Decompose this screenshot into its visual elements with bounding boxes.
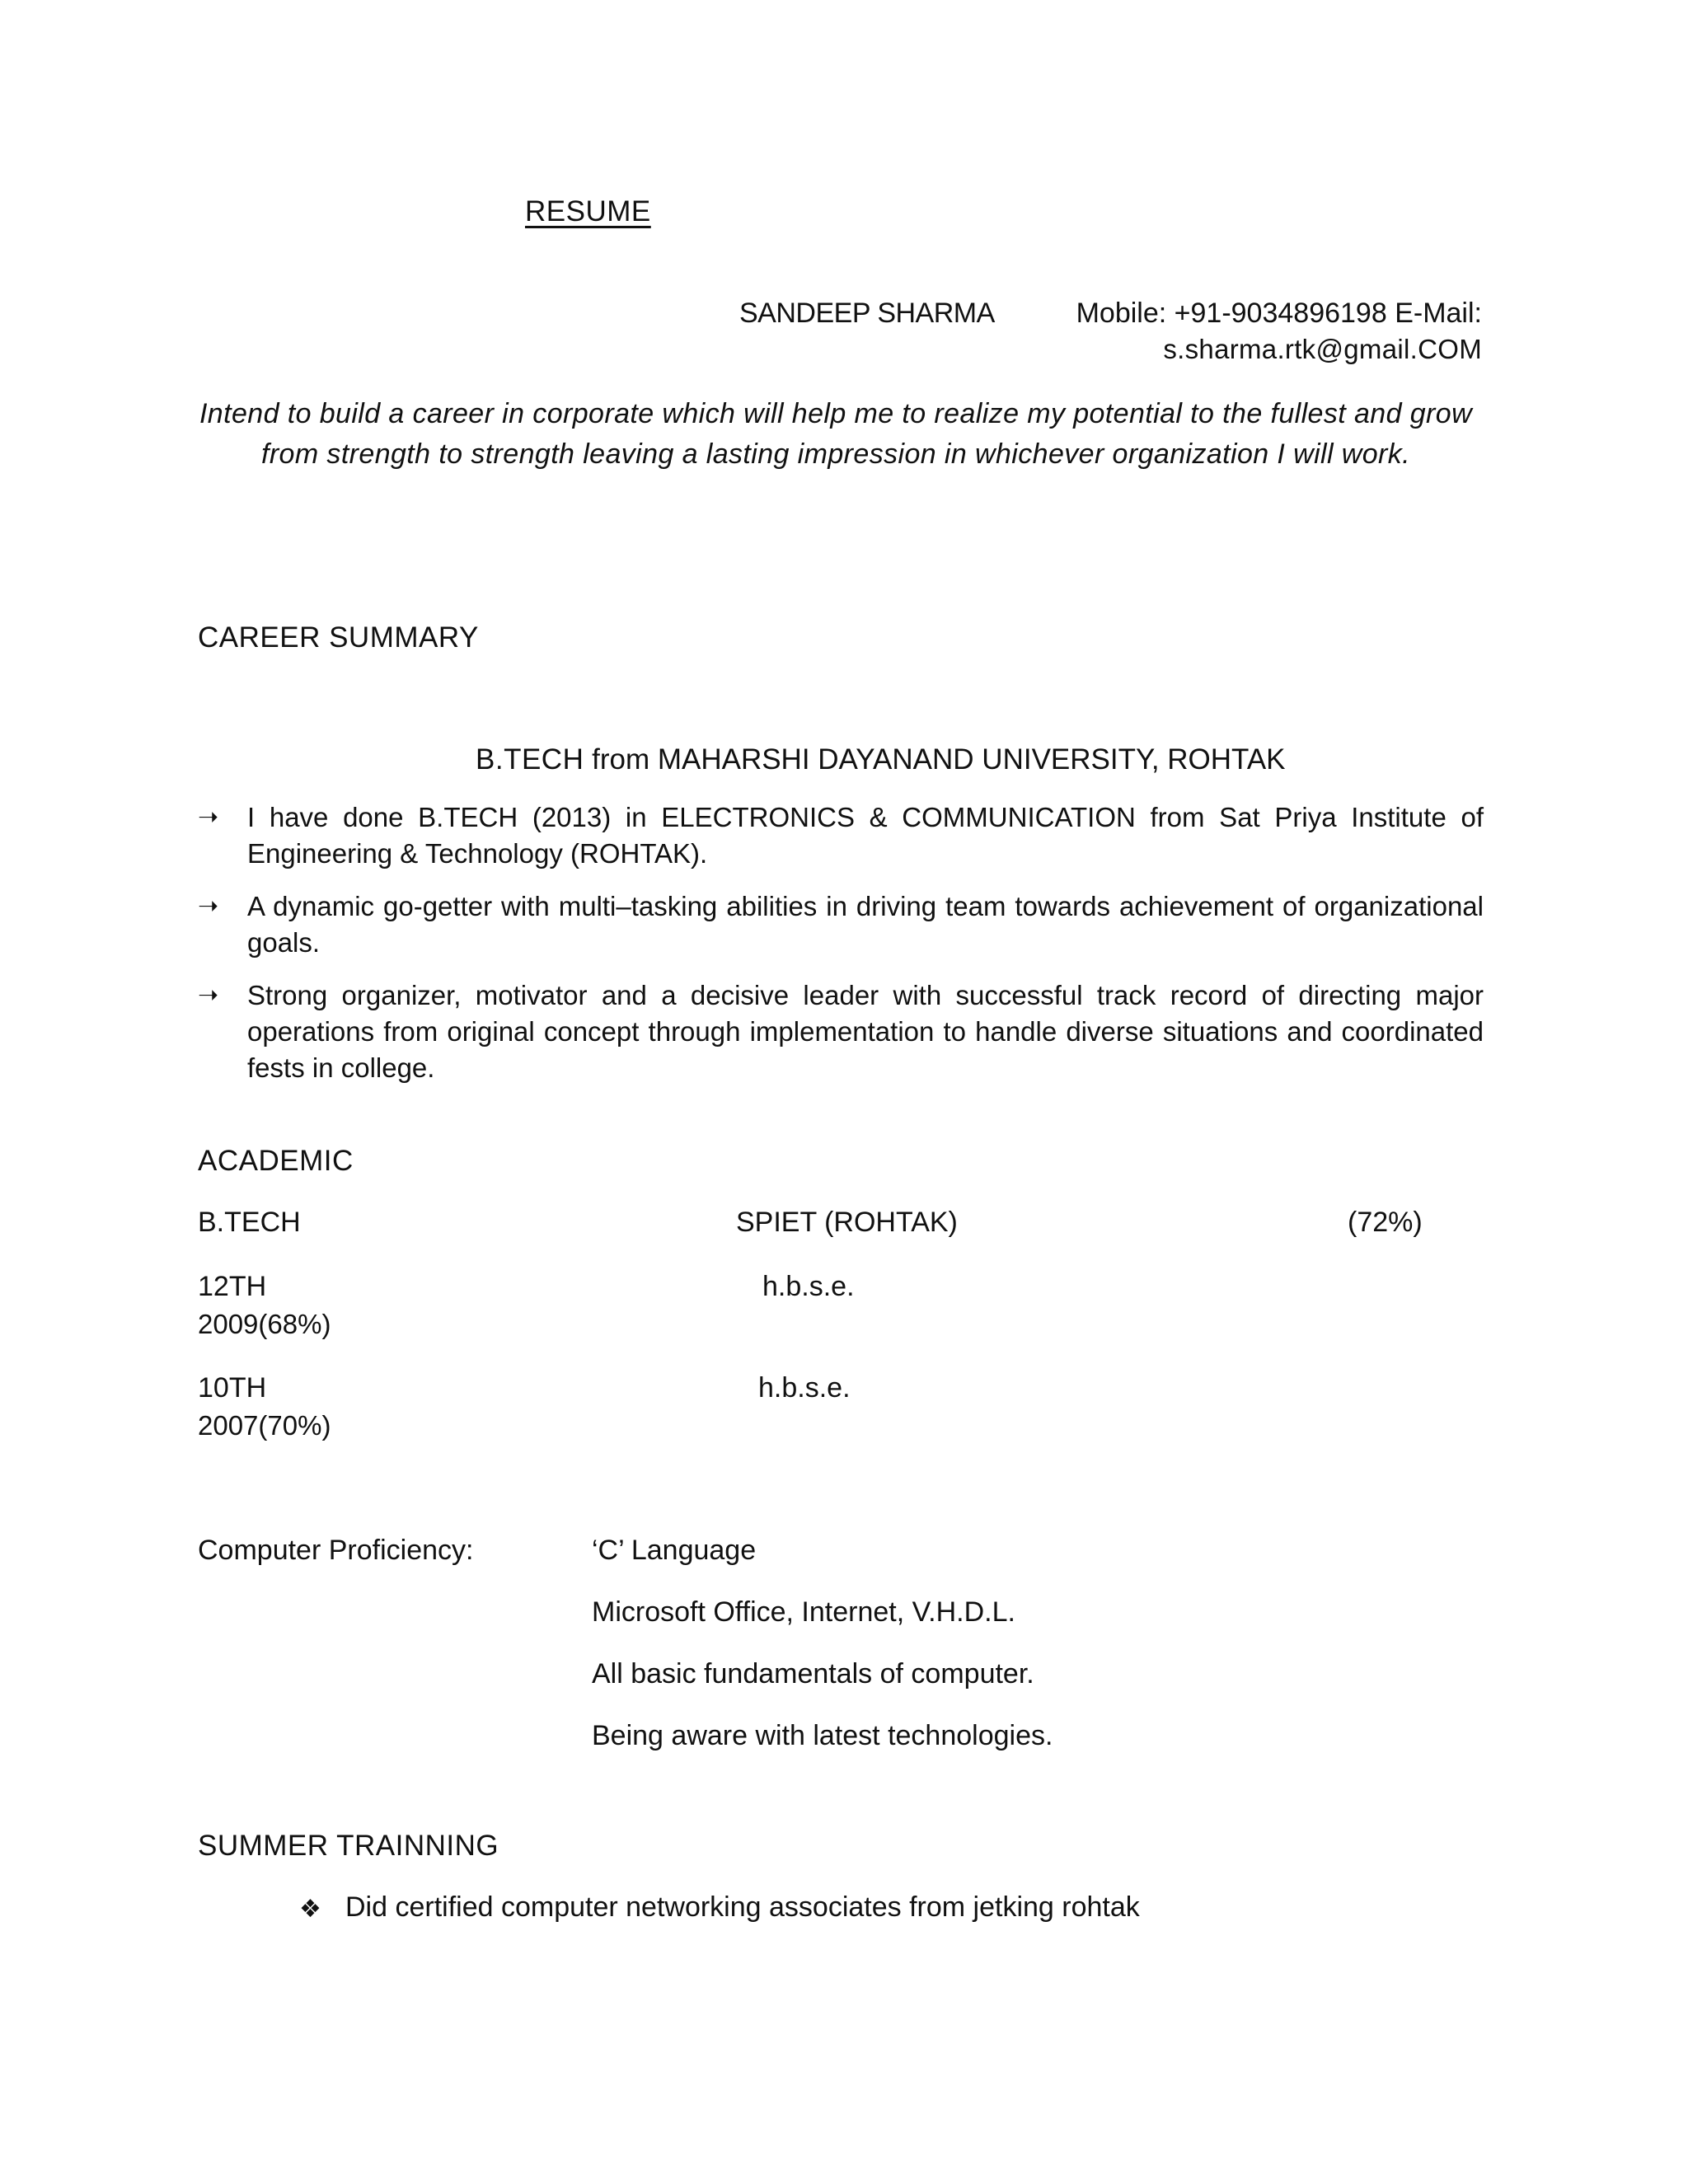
academic-institution: h.b.s.e. [758, 1372, 851, 1404]
career-summary-list [198, 799, 1484, 1103]
academic-institution: SPIET (ROHTAK) [736, 1207, 958, 1238]
diamond-bullet-icon: ❖ [299, 1896, 321, 1923]
computer-proficiency-label: Computer Proficiency: [198, 1535, 474, 1566]
resume-title: RESUME [525, 195, 651, 227]
academic-heading: ACADEMIC [198, 1145, 354, 1177]
list-item [198, 799, 1484, 872]
academic-institution: h.b.s.e. [762, 1271, 855, 1302]
mobile-label: Mobile: [1076, 298, 1167, 329]
contact-line [1076, 298, 1482, 330]
arrow-bullet-icon: ➝ [198, 804, 219, 831]
skill-item: All basic fundamentals of computer. [592, 1658, 1034, 1690]
training-item: Did certified computer networking associates from jetking rohtak [345, 1891, 1140, 1923]
degree-line [476, 743, 1286, 776]
academic-course: B.TECH [198, 1207, 301, 1238]
email-address: s.sharma.rtk@gmail.COM [1163, 334, 1482, 364]
list-item [198, 977, 1484, 1086]
list-item-text: I have done B.TECH (2013) in ELECTRONICS & COMMUNICATION from Sat Priya Institute of Engineering & Technology (ROHTAK). [247, 802, 1484, 869]
academic-course: 12TH [198, 1271, 267, 1302]
list-item-text: Strong organizer, motivator and a decisive leader with successful track record of directing major operations from original concept through implementation to handle diverse situations and coordinated fests in college. [247, 980, 1484, 1083]
summer-training-heading: SUMMER TRAINNING [198, 1830, 499, 1862]
list-item-text: A dynamic go-getter with multi–tasking abilities in driving team towards achievement of organizational goals. [247, 891, 1484, 958]
skill-item: ‘C’ Language [592, 1535, 757, 1566]
degree-name: B.TECH [476, 743, 584, 776]
skill-item: Microsoft Office, Internet, V.H.D.L. [592, 1596, 1015, 1628]
academic-year-score: 2009(68%) [198, 1309, 331, 1339]
email-label: E-Mail: [1395, 298, 1482, 329]
academic-course: 10TH [198, 1372, 267, 1404]
mobile-number: +91-9034896198 [1174, 298, 1387, 329]
career-objective: Intend to build a career in corporate which will help me to realize my potential to the fullest and grow from strength to strength leaving a lasting impression in whichever organization I will work. [199, 398, 1473, 470]
skill-item: Being aware with latest technologies. [592, 1720, 1053, 1751]
arrow-bullet-icon: ➝ [198, 982, 219, 1009]
academic-year-score: 2007(70%) [198, 1410, 331, 1441]
arrow-bullet-icon: ➝ [198, 893, 219, 920]
degree-university: from MAHARSHI DAYANAND UNIVERSITY, ROHTAK [592, 743, 1286, 776]
academic-score: (72%) [1348, 1207, 1423, 1238]
career-summary-heading: CAREER SUMMARY [198, 621, 479, 654]
candidate-name: SANDEEP SHARMA [739, 298, 995, 329]
list-item [198, 888, 1484, 961]
